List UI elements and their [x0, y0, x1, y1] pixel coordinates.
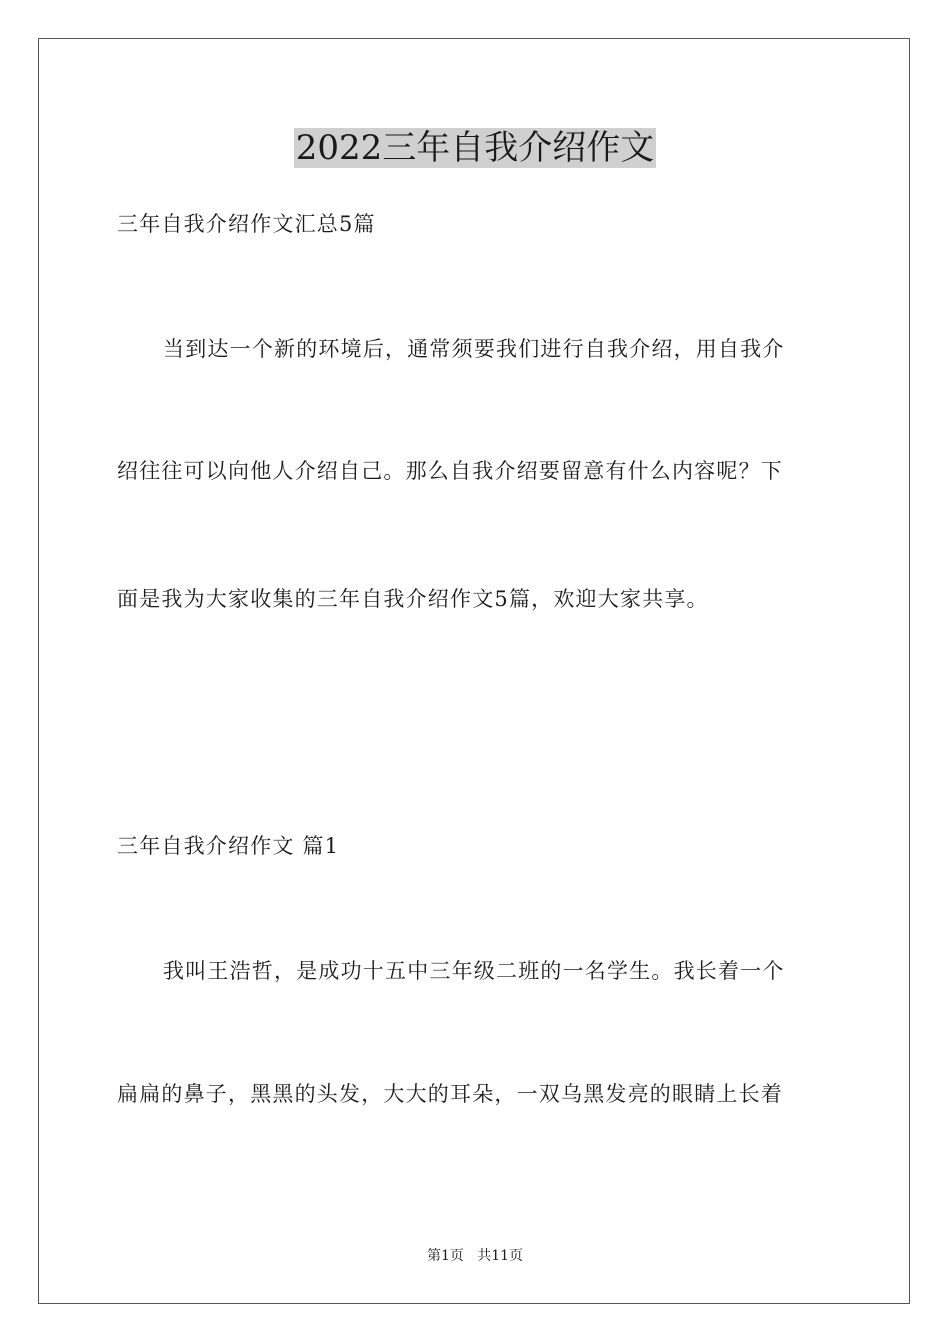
document-title: [0, 126, 950, 170]
section-heading: 三年自我介绍作文 篇1: [117, 834, 340, 858]
intro-line-1: 当到达一个新的环境后，通常须要我们进行自我介绍，用自我介: [163, 337, 785, 361]
page-number-footer: 第1页 共11页: [426, 1248, 524, 1264]
intro-line-2: 绍往往可以向他人介绍自己。那么自我介绍要留意有什么内容呢？下: [117, 459, 783, 483]
section-line-2: 扁扁的鼻子，黑黑的头发，大大的耳朵，一双乌黑发亮的眼睛上长着: [117, 1082, 783, 1106]
document-title-text: 2022三年自我介绍作文: [295, 128, 655, 168]
document-subtitle: 三年自我介绍作文汇总5篇: [117, 212, 376, 236]
section-line-1: 我叫王浩哲，是成功十五中三年级二班的一名学生。我长着一个: [163, 959, 785, 983]
intro-line-3: 面是我为大家收集的三年自我介绍作文5篇，欢迎大家共享。: [117, 587, 709, 611]
